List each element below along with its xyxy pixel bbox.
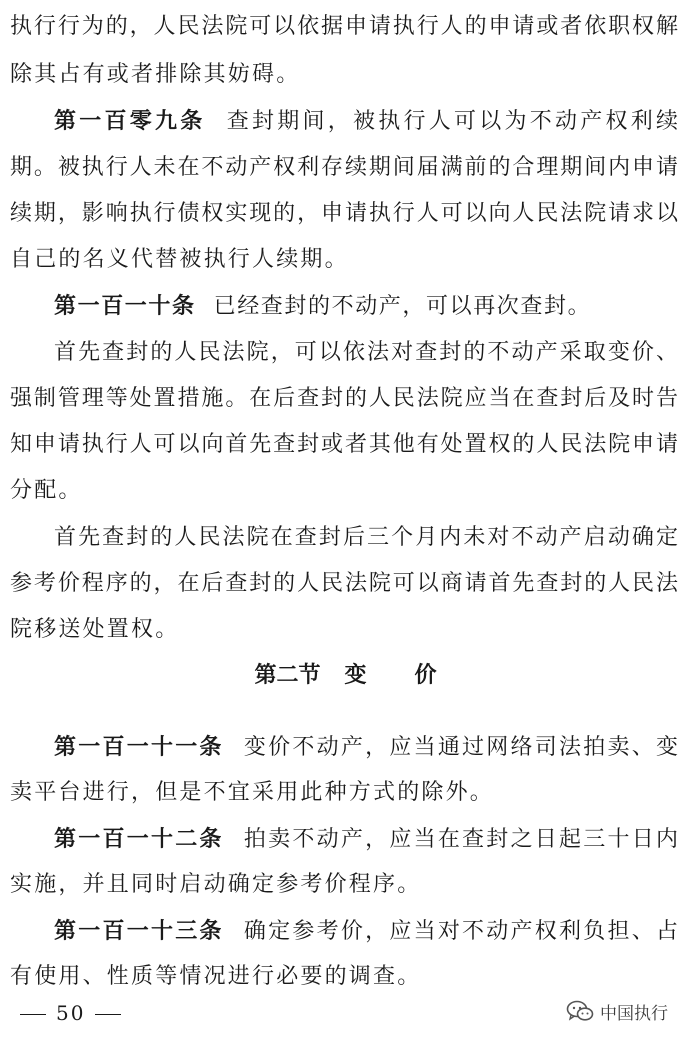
article-110-line [54, 291, 678, 321]
text-line: 有使用、性质等情况进行必要的调查。 [10, 964, 422, 989]
article-text: 已经查封的不动产，可以再次查封。 [213, 294, 592, 319]
text-line: 自己的名义代替被执行人续期。 [10, 247, 349, 272]
article-text: 查封期间，被执行人可以为不动产权利续 [223, 109, 678, 134]
text-line: 续期，影响执行债权实现的，申请执行人可以向人民法院请求以 [10, 201, 678, 226]
article-109-line [54, 106, 678, 136]
section-title-char: 价 [414, 662, 437, 688]
page-number [10, 998, 131, 1028]
text-line: 实施，并且同时启动确定参考价程序。 [10, 872, 422, 897]
text-line: 除其占有或者排除其妨碍。 [10, 62, 301, 87]
text-line: 期。被执行人未在不动产权利存续期间届满前的合理期间内申请 [10, 155, 678, 180]
text-line: 卖平台进行，但是不宜采用此种方式的除外。 [10, 780, 495, 805]
article-number: 第一百一十条 [54, 293, 196, 319]
article-text: 确定参考价，应当对不动产权利负担、占 [241, 919, 678, 944]
watermark [566, 996, 668, 1026]
dash-divider [95, 1014, 121, 1015]
article-text: 拍卖不动产，应当在查封之日起三十日内 [241, 827, 678, 852]
watermark-text: 中国执行 [600, 1003, 668, 1024]
section-number: 第二节 [254, 662, 321, 688]
text-line: 执行行为的，人民法院可以依据申请执行人的申请或者依职权解 [10, 14, 678, 39]
article-113-line [54, 916, 678, 946]
text-line: 分配。 [10, 478, 83, 503]
section-title [0, 660, 691, 690]
article-number: 第一百一十一条 [54, 734, 224, 760]
article-number: 第一百一十三条 [54, 918, 224, 944]
article-number: 第一百零九条 [54, 108, 206, 134]
article-112-line [54, 824, 678, 854]
text-line: 参考价程序的，在后查封的人民法院可以商请首先查封的人民法 [10, 571, 678, 596]
article-number: 第一百一十二条 [54, 826, 224, 852]
page-number-text: 50 [56, 1001, 86, 1025]
article-text: 变价不动产，应当通过网络司法拍卖、变 [241, 735, 678, 760]
section-title-char: 变 [344, 662, 367, 688]
wechat-icon [566, 1000, 594, 1022]
text-line: 首先查封的人民法院，可以依法对查封的不动产采取变价、 [54, 340, 678, 365]
text-line: 知申请执行人可以向首先查封或者其他有处置权的人民法院申请 [10, 432, 678, 457]
text-line: 首先查封的人民法院在查封后三个月内未对不动产启动确定 [54, 525, 678, 550]
text-line: 强制管理等处置措施。在后查封的人民法院应当在查封后及时告 [10, 386, 678, 411]
text-line: 院移送处置权。 [10, 617, 180, 642]
dash-divider [20, 1014, 46, 1015]
article-111-line [54, 732, 678, 762]
